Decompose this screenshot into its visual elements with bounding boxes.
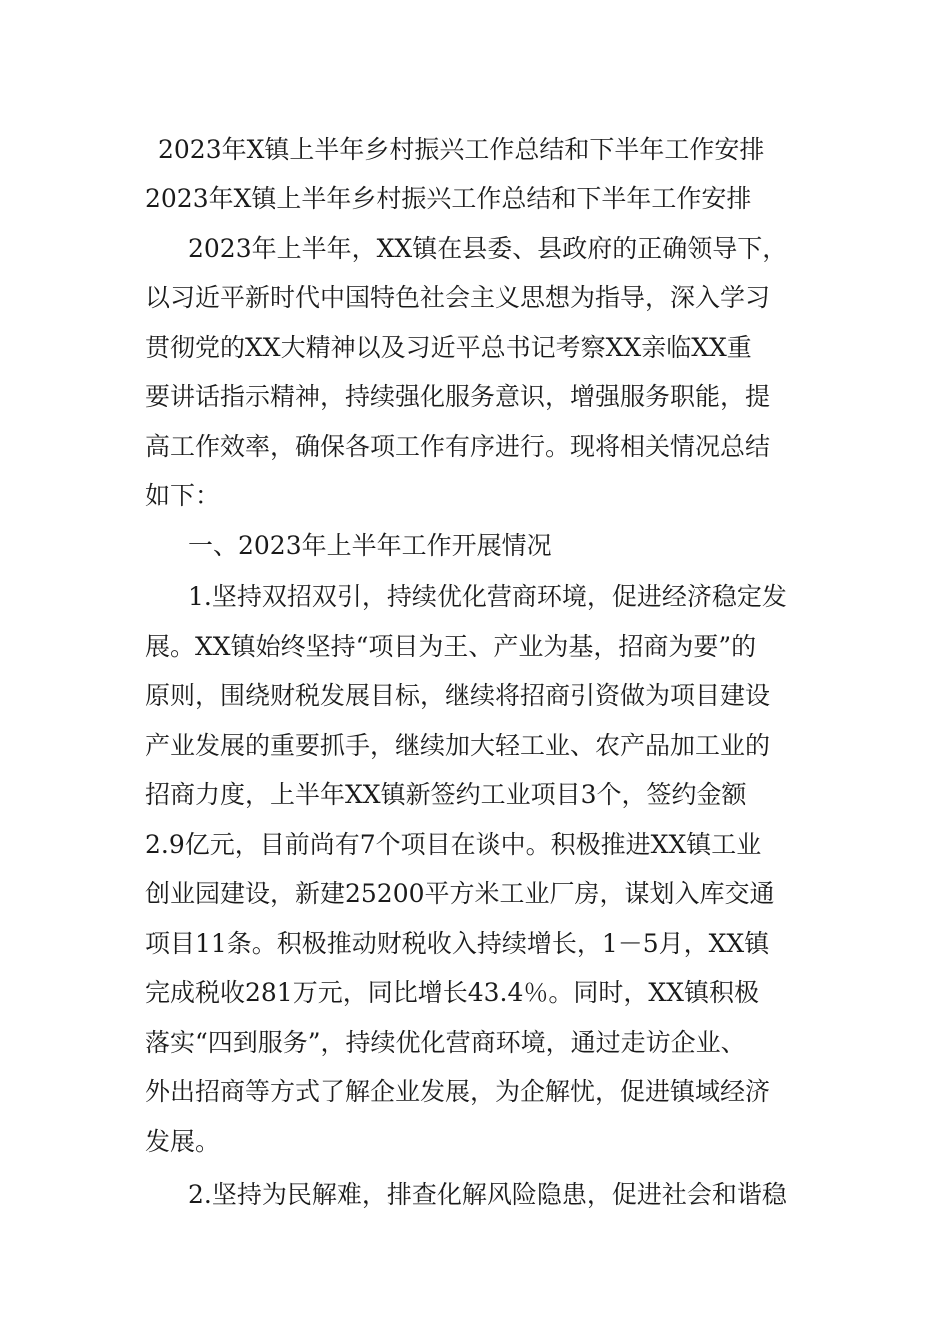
- intro-line: 高工作效率，确保各项工作有序进行。现将相关情况总结: [145, 432, 771, 461]
- intro-line: 要讲话指示精神，持续强化服务意识，增强服务职能，提: [145, 382, 771, 411]
- intro-line: 如下：: [145, 481, 221, 510]
- section-heading: 一、2023年上半年工作开展情况: [188, 531, 552, 560]
- paragraph-line: 2.坚持为民解难，排查化解风险隐患，促进社会和谐稳: [188, 1180, 787, 1209]
- paragraph-line: 招商力度，上半年XX镇新签约工业项目3个，签约金额: [145, 780, 747, 809]
- paragraph-line: 2.9亿元，目前尚有7个项目在谈中。积极推进XX镇工业: [145, 830, 762, 859]
- paragraph-line: 完成税收281万元，同比增长43.4％。同时，XX镇积极: [145, 978, 759, 1007]
- intro-line: 2023年上半年，XX镇在县委、县政府的正确领导下，: [188, 234, 788, 263]
- intro-line: 以习近平新时代中国特色社会主义思想为指导，深入学习: [145, 283, 771, 312]
- paragraph-line: 落实“四到服务”，持续优化营商环境，通过走访企业、: [145, 1028, 746, 1057]
- intro-line: 贯彻党的XX大精神以及习近平总书记考察XX亲临XX重: [145, 333, 752, 362]
- paragraph-line: 展。XX镇始终坚持“项目为王、产业为基，招商为要”的: [145, 632, 757, 661]
- paragraph-line: 发展。: [145, 1127, 221, 1156]
- document-title: 2023年X镇上半年乡村振兴工作总结和下半年工作安排: [158, 135, 765, 164]
- document-subtitle: 2023年X镇上半年乡村振兴工作总结和下半年工作安排: [145, 184, 752, 213]
- paragraph-line: 原则，围绕财税发展目标，继续将招商引资做为项目建设: [145, 681, 771, 710]
- paragraph-line: 项目11条。积极推动财税收入持续增长，1－5月，XX镇: [145, 929, 770, 958]
- paragraph-line: 外出招商等方式了解企业发展，为企解忧，促进镇域经济: [145, 1077, 771, 1106]
- paragraph-line: 1.坚持双招双引，持续优化营商环境，促进经济稳定发: [188, 582, 787, 611]
- paragraph-line: 创业园建设，新建25200平方米工业厂房，谋划入库交通: [145, 879, 775, 908]
- paragraph-line: 产业发展的重要抓手，继续加大轻工业、农产品加工业的: [145, 731, 771, 760]
